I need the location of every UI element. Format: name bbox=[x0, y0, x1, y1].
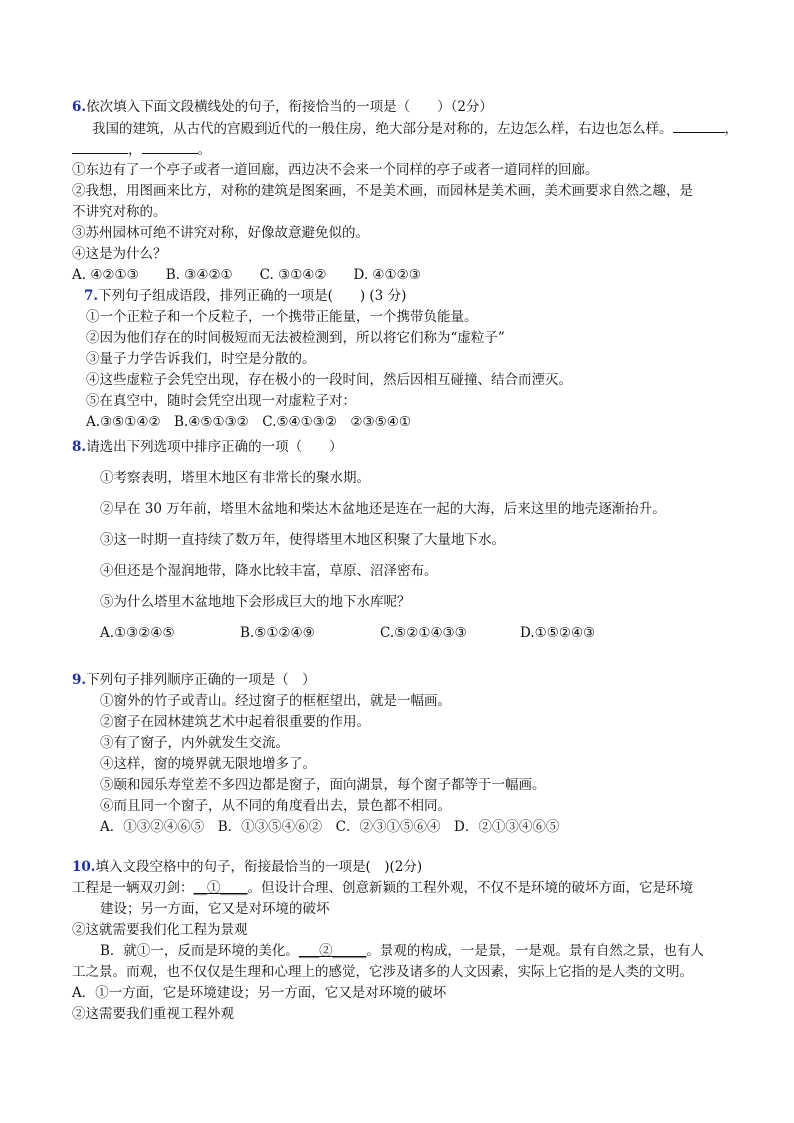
q6-blank-3 bbox=[142, 140, 198, 154]
q8-stem: 请选出下列选项中排序正确的一项（ ） bbox=[86, 439, 343, 455]
q8-sentence-1: ①考察表明，塔里木地区有非常长的聚水期。 bbox=[100, 470, 370, 486]
q10-line-5: 工之景。而观，也不仅仅是生理和心理上的感觉，它涉及诸多的人文因素，实际上它指的是人类的文明。 bbox=[72, 964, 693, 980]
q7-number: 7. bbox=[84, 288, 99, 304]
q10-line-6: A．①一方面，它是环境建设；另一方面，它又是对环境的破坏 bbox=[72, 985, 447, 1001]
q6-comma-2: ， bbox=[128, 142, 142, 158]
q10-line-1 bbox=[72, 879, 693, 897]
q8-number: 8. bbox=[72, 439, 87, 455]
q7-stem-line bbox=[84, 287, 406, 305]
q8-choice-b: B.⑤①②④⑨ bbox=[240, 625, 315, 641]
q6-blank-1 bbox=[673, 119, 725, 133]
q10-number: 10. bbox=[72, 859, 96, 875]
q10-text-1b: 。但设计合理、创意新颖的工程外观，不仅不是环境的破坏方面，它是环境 bbox=[247, 880, 693, 896]
q7-sentence-4: ④这些虚粒子会凭空出现，存在极小的一段时间，然后因相互碰撞、结合而湮灭。 bbox=[86, 372, 572, 388]
q6-option-2a: ②我想，用图画来比方，对称的建筑是图案画，不是美术画，而园林是美术画，美术画要求自然之趣，是 bbox=[72, 183, 693, 199]
q10-text-4a: B．就①一，反而是环境的美化。 bbox=[100, 943, 299, 959]
q7-sentence-3: ③量子力学告诉我们，时空是分散的。 bbox=[86, 351, 316, 367]
q9-stem-line bbox=[72, 671, 316, 689]
q6-passage-text: 我国的建筑，从古代的宫殿到近代的一般住房，绝大部分是对称的，左边怎么样，右边也怎么样。 bbox=[92, 121, 673, 137]
q9-sentence-3: ③有了窗子，内外就发生交流。 bbox=[100, 735, 289, 751]
q8-stem-line bbox=[72, 438, 343, 456]
q7-sentence-1: ①一个正粒子和一个反粒子，一个携带正能量，一个携带负能量。 bbox=[86, 309, 478, 325]
q8-choice-a: A.①③②④⑤ bbox=[100, 625, 175, 641]
q6-passage-line1 bbox=[92, 119, 738, 138]
q10-stem: 填入文段空格中的句子，衔接最恰当的一项是( )(2分) bbox=[95, 859, 423, 875]
q6-option-3: ③苏州园林可绝不讲究对称，好像故意避免似的。 bbox=[72, 225, 369, 241]
q10-text-1a: 工程是一辆双刃剑： bbox=[72, 880, 194, 896]
q6-comma-1: ， bbox=[724, 121, 738, 137]
q8-sentence-2: ②早在 30 万年前，塔里木盆地和柴达木盆地还是连在一起的大海，后来这里的地壳逐渐抬升。 bbox=[100, 501, 666, 517]
q9-sentence-6: ⑥而且同一个窗子，从不同的角度看出去，景色都不相同。 bbox=[100, 798, 451, 814]
q7-sentence-2: ②因为他们存在的时间极短而无法被检测到，所以将它们称为“虚粒子” bbox=[86, 330, 505, 346]
q9-stem: 下列句子排列顺序正确的一项是（ ） bbox=[86, 672, 316, 688]
q6-blank-2 bbox=[72, 140, 128, 154]
q8-sentence-5: ⑤为什么塔里木盆地地下会形成巨大的地下水库呢？ bbox=[100, 594, 411, 610]
q8-choice-d: D.①⑤②④③ bbox=[520, 625, 596, 641]
q10-blank-1: __①____ bbox=[193, 880, 248, 896]
q9-sentence-4: ④这样，窗的境界就无限地增多了。 bbox=[100, 756, 316, 772]
q6-stem-line bbox=[72, 98, 493, 116]
q7-sentence-5: ⑤在真空中，随时会凭空出现一对虚粒子对： bbox=[86, 393, 356, 409]
q10-line-4 bbox=[100, 942, 704, 960]
q6-option-4: ④这是为什么？ bbox=[72, 246, 167, 262]
q10-blank-2: ___②_____ bbox=[298, 943, 367, 959]
q9-sentence-5: ⑤颐和园乐寿堂差不多四边都是窗子，面向湖景，每个窗子都等于一幅画。 bbox=[100, 777, 546, 793]
q6-choices: A. ④②①③ B. ③④②① C. ③①④② D. ④①②③ bbox=[72, 267, 421, 283]
q6-option-1: ①东边有了一个亭子或者一道回廊，西边决不会来一个同样的亭子或者一道同样的回廊。 bbox=[72, 162, 599, 178]
q6-option-2b: 不讲究对称的。 bbox=[72, 204, 167, 220]
q9-choices: A．①③②④⑥⑤ B．①③⑤④⑥② C．②③①⑤⑥④ D．②①③④⑥⑤ bbox=[100, 819, 560, 835]
q9-sentence-1: ①窗外的竹子或青山。经过窗子的框框望出，就是一幅画。 bbox=[100, 693, 451, 709]
q10-stem-line bbox=[72, 858, 422, 876]
q8-sentence-3: ③这一时期一直持续了数万年，使得塔里木地区积聚了大量地下水。 bbox=[100, 532, 505, 548]
q6-stem: 依次填入下面文段横线处的句子，衔接恰当的一项是（ ）（2分） bbox=[86, 99, 493, 115]
q7-stem: 下列句子组成语段，排列正确的一项是( ) (3 分) bbox=[98, 288, 407, 304]
q10-line-2: 建设；另一方面，它又是对环境的破坏 bbox=[100, 901, 330, 917]
q10-line-3: ②这就需要我们化工程为景观 bbox=[72, 922, 248, 938]
q9-number: 9. bbox=[72, 672, 87, 688]
q6-passage-line2 bbox=[72, 140, 211, 159]
q8-sentence-4: ④但还是个湿润地带，降水比较丰富，草原、沼泽密布。 bbox=[100, 563, 438, 579]
q6-period: 。 bbox=[197, 142, 211, 158]
q8-choice-c: C.⑤②①④③③ bbox=[380, 625, 467, 641]
q10-text-4b: 。景观的构成，一是景，一是观。景有自然之景，也有人 bbox=[366, 943, 704, 959]
q7-choices: A.③⑤①④② B.④⑤①③② C.⑤④①③② ②③⑤④① bbox=[86, 414, 411, 430]
q6-number: 6. bbox=[72, 99, 87, 115]
q10-line-7: ②这需要我们重视工程外观 bbox=[72, 1006, 234, 1022]
q9-sentence-2: ②窗子在园林建筑艺术中起着很重要的作用。 bbox=[100, 714, 370, 730]
